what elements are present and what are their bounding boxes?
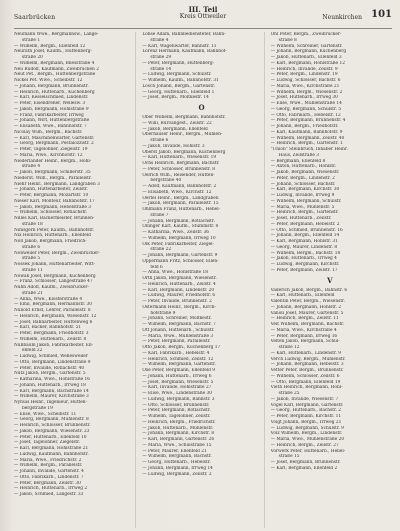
directory-entry: — Ludwig, Bergmann, Schulstr. 9 — [270, 425, 344, 431]
directory-entry: "Union" Steinbruch, Inhaber Heinr. — [270, 147, 348, 152]
directory-entry: Nilles Karl, Bäckermeister, Brunnen- — [14, 216, 95, 221]
directory-entry: — Karl, Hüttenarb., Lindenstr. 9 — [270, 350, 342, 356]
directory-entry: — Karl, Wagenwärter, Bahnstr. 11 — [142, 43, 217, 49]
directory-entry: — Georg, Bergmann, Mühlenstr. 8 — [14, 417, 89, 423]
directory-entry: Oppermann Fritz, Schlosser, Ellen- — [142, 258, 219, 264]
directory-entry: — Heinrich, Bergm., Friedrichstr. — [142, 419, 216, 425]
directory-entry: — Maria, Wwe., Mühlenstr. 5 — [270, 204, 335, 210]
directory-entry: Nutz Jakob, Bergm., Gartenstr. 5 — [14, 371, 86, 377]
header-part-title: III. Teil — [188, 5, 218, 14]
text-columns — [14, 32, 392, 528]
directory-entry: — Maria, Wwe., Kirchhofstr. 12 — [14, 152, 83, 158]
directory-entry: Noll Jakob, Bergmann, Friedrich- — [14, 239, 87, 244]
directory-entry: — Josef, Bergmann, Brunnenstr. — [270, 460, 341, 465]
directory-entry: — Adolf, Kaufmann, Bahnhofstr. 2 — [142, 184, 217, 189]
directory-entry: — Peter, Bergmann, Irrweg 16 — [270, 333, 338, 339]
directory-entry: — Wilhelm, Bergmann, Bachstr. — [142, 454, 212, 460]
directory-entry: — Josef, Tagelöhner, Ziegelstr. — [14, 440, 81, 446]
section-letter: V — [327, 275, 333, 285]
directory-entry: — Karl, Fabrikarb., Hebelstr. 4 — [142, 350, 210, 356]
directory-entry: Oxé Peter, Bergmann, Ellenfeld 9 — [142, 368, 215, 373]
directory-entry: — Johann, Bergmann, Kuchenberg — [270, 49, 347, 55]
directory-entry: Nonweiler Peter, Bergm., Zweibrücker- — [14, 250, 100, 256]
directory-entry: straße 11 — [22, 267, 43, 273]
directory-entry: Nix Heinrich, Hüttenarb., Ellenfeld — [14, 233, 91, 239]
directory-entry: — Peter, Bergmann, Hebelstr. 2 — [270, 221, 340, 227]
directory-entry: — Elise, Wwe., Mühlenstraße 14 — [270, 101, 342, 106]
directory-entry: — Georg, Bergmann, Pestalozzistr. 2 — [14, 141, 94, 147]
directory-entry: Ohl Peter, Bergm., Zweibrücker- — [270, 32, 342, 37]
directory-entry: straße 6 — [22, 244, 41, 250]
directory-entry: straße 18 — [22, 221, 43, 227]
directory-entry: — Otto, Fabrikarb., Hebelstr. 12 — [270, 112, 341, 118]
directory-entry: — Otto, Bergmann, Lindenstraße 9 — [14, 359, 91, 365]
directory-entry: — Heinrich, Invalide, Zeilstr. 9 — [270, 66, 338, 72]
directory-entry: straße 7 — [150, 212, 169, 218]
directory-entry: — Peter, Bergmann, Kirchstr. 11 — [270, 414, 342, 419]
header-left-city: Saarbrücken — [14, 14, 56, 21]
directory-entry: — Katharina, Wwe., Hohlstraße 16 — [14, 377, 90, 382]
directory-entry: straße 5 — [22, 256, 41, 262]
column-1 — [14, 32, 136, 528]
directory-entry: — Josef, Bahnarbeiter, Hüttenweg 6 — [14, 319, 93, 325]
directory-entry: — Peter, Bergm., Lindenstr. 19 — [270, 72, 338, 78]
directory-entry: straße 20 — [22, 55, 43, 60]
directory-entry: Haus, Zeilstraße 3 — [278, 152, 320, 158]
directory-entry: — Peter, Tagelöhner, Ziegelstr. 19 — [14, 147, 88, 152]
directory-entry: — Johann, Bergm., Friedhofstr. — [270, 124, 339, 129]
directory-entry: — Otto, Bergmann, Ellenfeld 19 — [270, 379, 341, 385]
directory-entry: straße 12 — [278, 345, 300, 350]
directory-entry: — Johann, Invalide, Gartenstr. 4 — [14, 469, 84, 474]
directory-entry: Lösch Johann, Bergm., Gartenstr. — [142, 83, 216, 89]
directory-entry: Lorenz Hermann, Kaufmann, Bahnhof- — [142, 49, 227, 55]
directory-entry: — Jakob, Bergmann, Wiesenstr. — [270, 170, 340, 175]
directory-entry: — Elise, Wwe., Lindenstraße 30 — [142, 391, 212, 396]
directory-entry: — Wilhelm, Bergm., Ellenfeld 12 — [14, 43, 86, 49]
directory-entry: — Heinrich, Bergm., Zeilstr. 11 — [270, 316, 339, 322]
directory-entry: Olk Peter, Fabrikarbeiter, Ziegel- — [142, 241, 214, 247]
directory-entry: — Peter, Maurer, Ellenfeld 21 — [142, 448, 207, 454]
directory-entry: — Bergmann, Ellenfeld 8 — [270, 158, 326, 164]
directory-entry: — Georg, Bergmann, Schulstr. 5 — [270, 106, 342, 112]
directory-entry: — Georg, Hüttenarb., Hebelstr. — [142, 460, 211, 465]
directory-entry: — Jakob, Bergmann, Wiesenstr. 23 — [14, 428, 90, 434]
directory-entry: — Peter, Invalide, Brunnenstr. 2 — [142, 299, 212, 304]
directory-entry: — Jakob, Hüttenarb., Ellenfeld 3 — [270, 55, 342, 60]
directory-entry: — Heinrich, Bergm., Zeilstr. 27 — [270, 442, 339, 448]
directory-entry: enfeld 22 — [22, 348, 43, 354]
directory-entry: — Karl, Bergmann, Gartenstr. 26 — [142, 437, 215, 442]
directory-entry: — Ludwig, Schlosser, Bachstr. 6 — [270, 78, 341, 83]
directory-entry: straße 6 — [150, 138, 169, 143]
directory-entry: straße 15 — [278, 454, 300, 460]
directory-entry: — Maria, Wwe., Kirchstraße 21 — [270, 83, 340, 89]
directory-entry: — Peter, Bergmann, Friedhofstr. 3 — [14, 331, 89, 336]
directory-entry: Oertel Heinr., Bergm., Landgraben — [142, 195, 219, 201]
directory-entry: bergstraße 40 — [150, 178, 182, 184]
directory-entry: straße 14 — [150, 66, 172, 72]
directory-entry: Ostermann Heinr., Bergm., Kirch- — [142, 304, 216, 310]
directory-entry: — Heinrich, Bergm., Gartenstr. — [270, 210, 339, 216]
directory-entry: — Otto, Fabrikarb., Lindenstr. 7 — [14, 474, 84, 480]
directory-entry: — Anna, Wwe., Hohlstraße 18 — [142, 270, 208, 276]
directory-entry: — Wilhelm, Schlosser, Zeilstr. 6 — [270, 373, 340, 379]
directory-entry: Nyhuis Heinr., Ingenieur, Hütten- — [14, 400, 88, 405]
directory-entry: — Karl, Bergmann, Hohlstraße 12 — [270, 60, 345, 66]
directory-entry: — Heinrich, Hüttenarb., Zeilstr. 4 — [142, 281, 216, 287]
directory-entry: — Johann, Hüttenarbeiter, Zeilstr. — [14, 187, 88, 193]
directory-entry: — Georg, Hüttenarb., Bachstr. 2 — [270, 408, 342, 414]
directory-entry: straße 4 — [150, 37, 169, 43]
directory-entry: straße 4 — [22, 164, 41, 170]
directory-entry: Vaderich Jakob, Bergm., Bahnstr. 6 — [270, 287, 348, 293]
directory-entry: — Wilhelm, Bergmann, Bliesstraße 4 — [14, 60, 95, 66]
directory-entry: — Jakob, Schmied, Langestr. 33 — [14, 492, 84, 497]
directory-entry: straße 29 — [150, 55, 172, 60]
directory-entry: — Johann, Bergmann, Hebelstr. 3 — [270, 362, 344, 368]
directory-entry: — Peter, Bergmann, Zeilstr. 17 — [270, 267, 338, 273]
directory-entry: — Karl, Bergmann, Lindenstr. 20 — [142, 287, 215, 293]
directory-entry: Neut Pet., Bergm., Hüttenbergstraße — [14, 72, 96, 78]
directory-entry: — Franz, Fabrikarbeiter, Irrweg — [14, 112, 84, 118]
column-2 — [142, 32, 264, 528]
directory-entry: Nicolay Wilh., Bergm., Bachstr. — [14, 129, 83, 135]
directory-entry: — Johann, Bergmann, Hohlstr. 2 — [270, 304, 342, 310]
directory-entry: Veit Wilhelm, Bergmann, Bachstr. — [270, 322, 345, 327]
directory-entry: Volz Wilhelm, Bergm., Lindenstr. — [270, 431, 343, 437]
directory-entry: Ochs Heinrich, Bergmann, Bachstr. — [142, 161, 220, 166]
directory-entry: — Otto, Schlosser, Brunnenstr. — [142, 402, 210, 408]
directory-entry: — Georg, Maurer, Lindenstr. 8 — [270, 244, 338, 250]
directory-entry: — Jakob, Bergmann, Hebelstraße 3 — [14, 204, 92, 210]
header-right-town: Neunkirchen — [322, 14, 362, 21]
column-3 — [271, 32, 392, 528]
directory-entry: Valentin Peter, Bergm., Wiesenstr. — [270, 299, 345, 304]
directory-entry: — Ludwig, Bergmann, Schulstr. — [142, 72, 212, 78]
directory-entry: — Franz, Schlosser, Langestraße 47 — [14, 279, 93, 285]
directory-entry: — Johann, Bergmann, Rotlachstr. — [142, 218, 215, 224]
directory-entry: — Wilhelm, Bergm., Bachstr. 18 — [270, 250, 341, 256]
directory-entry: — Johann, Hüttenarb., Irrweg 6 — [142, 373, 212, 379]
directory-entry: — Johann, Bergmann, Kirchstr. 8 — [142, 431, 215, 437]
directory-entry: — Ludwig, Bergmann, Zeilstr. 2 — [142, 471, 212, 477]
directory-entry: Neu Rudolf, Kaufmann, Zweibrücken 2 — [14, 66, 99, 72]
directory-entry: — Karl, Maschinenwärter, Gartenstr. — [14, 135, 95, 141]
directory-entry: — Otto, Schmied, Brunnenstr. 16 — [270, 227, 343, 233]
directory-entry: Ollinger Karl, Kaufm., Stummstr. 8 — [142, 224, 219, 230]
directory-entry: — Wilhelm, Bergmann, Zeilstr. 40 — [270, 135, 345, 141]
directory-entry: — Wilhelm, Schlosser, Rotlachstr. — [14, 210, 88, 216]
page-number: 101 — [371, 9, 392, 20]
directory-entry: — Karl, Kaufmann, Bahnhofstr. 9 — [270, 129, 343, 135]
directory-entry: — Heinrich, Schlosser, Brunnenstr. — [14, 423, 91, 428]
directory-entry: — Wilhelm, Kaufm., Bahnhofstr. 31 — [142, 78, 219, 83]
directory-entry: — Peter, Bergmann, Zeilstr. 30 — [14, 480, 81, 486]
directory-entry: — Karl, Hüttenarb., Ellenfeld — [270, 293, 335, 299]
directory-entry: straße 1 — [22, 37, 41, 43]
directory-entry: — Heinrich, Bergmann, Wiesenstr. 12 — [14, 313, 97, 319]
directory-entry: — Maria, Wwe., Friedrichstr. 2 — [14, 457, 82, 463]
directory-entry: — Johann, Bergmann, Brunnenstr. — [14, 83, 89, 89]
directory-entry: — Josef, Hüttenarb., Zeilstr. — [270, 216, 332, 221]
directory-entry: Nowak Josef, Bergmann, Kuchenberg — [14, 273, 96, 279]
directory-entry: — Elise, Wwe., Scheibstr. 11 — [14, 411, 77, 417]
directory-entry: — Johann, Schlosser, Bachstr. — [270, 181, 336, 187]
directory-entry: Oberst Jakob, Bergmann, Kuchenberg — [142, 149, 226, 155]
directory-entry: Nieser Karl, Monteur, Bahnhofstr. 17 — [14, 198, 95, 204]
directory-entry: — Karl, Bergmann, Kirchstr. 30 — [270, 187, 340, 193]
directory-entry: feld 6 — [150, 264, 163, 270]
directory-entry: — Wilhelm, Bergm., Wiesenstr. 2 — [270, 89, 343, 95]
directory-entry: — Maria, Wwe., Mühlenstraße 3 — [142, 333, 214, 339]
directory-entry: Lohse Adam, Bahnbediensteter, Bahn- — [142, 32, 226, 37]
directory-entry: — Heinrich, Bergm., Gartenstr. 1 — [270, 141, 343, 147]
directory-entry: — Ludwig, Invalide, Irrweg 9 — [270, 193, 335, 198]
directory-entry: — Johann, Bergm., Ellenfeld 14 — [270, 233, 340, 239]
header-subtitle: Kreis Ottweiler — [179, 13, 227, 20]
directory-entry: Nossek Johann, Hüttenarbeiter, Witt- — [14, 262, 95, 267]
directory-entry: Oberhauser Heinr., Bergm., Mühlen- — [142, 132, 223, 138]
directory-entry: Niederst. Wilh., Bergm., Parallelstr. — [14, 175, 92, 181]
directory-entry: — Johann, Hüttenarb., Irrweg 18 — [14, 382, 86, 388]
directory-entry: — Heinrich, Schmied, Zeilstr. 12 — [142, 356, 214, 362]
directory-entry: — Elisabeth, Wwe., Kirchstr. 12 — [142, 189, 212, 195]
directory-entry: Niederländer Heinr., Bergm., Hohl- — [14, 158, 92, 164]
directory-entry: — Karl, Invalide, Hohlstraße 27 — [142, 385, 212, 391]
directory-entry: — Karl, Bergmann, Ellenfeld 2 — [270, 465, 338, 471]
directory-entry: — Ludwig, Bergmann, Bahnstr. 3 — [142, 396, 215, 402]
directory-entry: Oelrich Wilh., Reisender, Hütten- — [142, 172, 215, 178]
section-letter: O — [198, 103, 205, 112]
directory-entry: — Karl, Hüttenarb., Wiesenstr. 19 — [142, 155, 217, 161]
directory-entry: Nickel Pet. Wwe., Scheibstr. 12 — [14, 78, 83, 83]
directory-entry: Ott Johann, Hüttenarb., Schulstr. — [142, 327, 215, 333]
directory-entry: Neurath Josef, Kaufm., Hüttenberg- — [14, 49, 92, 55]
directory-entry: straße 22 — [150, 247, 172, 253]
directory-entry: — Karl, Bergmann, Bachstraße 14 — [14, 388, 89, 394]
directory-entry: — Wilhelm, Bergm., Parallelstr. — [14, 463, 83, 469]
directory-entry: — Josef, Bergmann, Wiesenstr. 5 — [142, 379, 214, 385]
directory-entry: hofstraße 9 — [150, 310, 176, 316]
directory-entry: — Johann, Schreiner, Moltkestr. — [142, 316, 212, 322]
directory-entry: Neumann Wwe., Bergmannsw., Lange- — [14, 32, 99, 37]
directory-entry: — Jakob, Bergmann, Hohlstraße 9 — [14, 106, 89, 112]
directory-entry: straße 25 — [278, 391, 300, 396]
directory-entry: Niehr Heinr., Bergmann, Landgraben 3 — [14, 181, 100, 187]
directory-entry: — Heinrich, Hüttenarb., Irrweg 2 — [14, 486, 88, 492]
directory-entry: — Anton, Hüttenarb., Hohlstr. — [270, 164, 337, 170]
directory-entry: Orth Jakob, Bergmann, Wiesenstr. — [142, 276, 217, 281]
directory-entry: — Peter, Bergmann, Mozartstr. 10 — [14, 193, 89, 198]
directory-entry: Vorwerk Peter, Hüttenarb., Hebel- — [270, 448, 346, 454]
directory-entry: — Maria, Wwe., Kirchstraße 4 — [270, 327, 337, 333]
directory-entry: — Jakob, Bergmann, Ellenfeld — [142, 126, 208, 132]
directory-entry: — Peter, Bergmann, Brunnenstr. 4 — [270, 118, 346, 124]
directory-entry: — Wilhelm, Bergmann, Bachstr. 7 — [142, 322, 216, 327]
directory-entry: — Karl, Bäcker, Bahnhofstr. 51 — [14, 325, 82, 331]
directory-entry: — Wilhelm, Schreiner, Gartenstr. — [270, 43, 343, 49]
directory-entry: — Heinrich, Hüttenarb., Kuchenberg — [14, 89, 95, 95]
directory-entry: — Jakob, Invalide, Wiesenstr. 7 — [270, 396, 339, 402]
directory-entry: Nimsgern Peter, Kaufm., Bahnhofstr. — [14, 227, 95, 233]
directory-entry: — Peter, Schlosser, Brunnenstr. 8 — [142, 166, 215, 172]
directory-entry: — Karl, Kesselschmied, Lindenstr. — [14, 95, 89, 101]
directory-entry: Nuhn Adolf, Kaufm., Zweibrücker- — [14, 285, 89, 290]
directory-entry: — Georg, Hüttenarb., Ellenfeld 1 — [142, 89, 215, 95]
directory-entry: — Ludwig, Bergmann, Kirchstr. — [270, 262, 340, 267]
directory-entry: Vieth Heinrich, Bergmann, Hohl- — [270, 385, 343, 391]
directory-entry: — Peter, Invalide, Rotlachstr. 40 — [14, 365, 85, 371]
directory-entry: straße 8 — [278, 37, 297, 43]
directory-entry: — Emil, Bergmann, Hermannstr. 30 — [14, 302, 92, 308]
directory-entry: — Peter, Bergmann, Rotlachstr. — [142, 408, 211, 414]
directory-entry: — Maria, Wwe., Mühlenstraße 20 — [270, 437, 345, 442]
directory-entry: Voigt Johann, Bergm., Irrweg 21 — [270, 419, 342, 425]
directory-entry: — Peter, Hüttenarb., Ellenfeld 10 — [14, 434, 87, 440]
directory-entry: — Peter, Bergmann, Parallelstr. — [142, 339, 211, 345]
directory-entry: Vetter Peter, Bergm., Brunnenstr. — [270, 368, 344, 373]
directory-entry: — Ludwig, Maurer, Friedhofstr. 6 — [142, 293, 216, 299]
directory-entry: — Willi, Büroangest., Zeilstr. 22 — [142, 120, 212, 126]
directory-entry: — Johann, Wirt, Hüttenbergstraße — [14, 118, 90, 124]
directory-entry: Verch Ludwig, Bergm., Mühlenstr. — [270, 356, 346, 362]
directory-entry: — Jakob, Hüttenarb., Irrweg 4 — [270, 256, 337, 262]
directory-entry: — Anna, Wwe., Klosterstraße 4 — [14, 296, 83, 302]
directory-entry: — Wilhelm, Bergmann, Gartenstr. — [142, 362, 216, 368]
directory-entry: — Wilhelm, Tagelöhner, Zeilstr. — [142, 414, 211, 419]
directory-entry: — Jakob, Bergmann, Schillerstr. 35 — [14, 170, 91, 175]
directory-entry: — Maria, Wwe., Schulstraße 15 — [142, 442, 212, 448]
directory-entry: — Wilhelm, Bergmann, Irrweg 10 — [142, 235, 216, 241]
directory-entry: Ohlmann Franz, Hüttenarb., Hebel- — [142, 207, 221, 212]
directory-entry: — Karl, Bergmann, Hohlstraße 21 — [14, 446, 89, 451]
directory-entry: — Peter, Eisendreher, Wellesw. 3 — [14, 101, 86, 106]
directory-entry: straße 21 — [22, 290, 43, 296]
directory-entry: Otto Jakob, Bergm., Kuchenberg 17 — [142, 345, 221, 350]
directory-entry: — Wilhelm, Bergmann, Schulstr. — [270, 198, 342, 204]
directory-entry: — Jakob, Invalide, Hohlstr. 3 — [142, 143, 205, 149]
directory-entry: bergstraße 19 — [22, 405, 53, 411]
directory-entry: — Wilhelm, Maurer, Kirchstraße 3 — [14, 394, 89, 400]
directory-entry: — Ludwig, Schmied, Wellesweiler — [14, 354, 88, 359]
directory-entry: Vanoli Josef, Maurer, Gartenstr. 5 — [270, 310, 344, 316]
directory-entry: — Jakob, Bergmann, Parallelstr. 15 — [142, 201, 219, 207]
directory-entry: — Johann, Bergmann, Irrweg 14 — [142, 465, 213, 471]
page-header — [14, 6, 392, 29]
directory-entry: — Josef, Bergm., Moltkestr. 14 — [142, 95, 209, 101]
directory-entry: — Johann, Bergmann, Gartenstr. 9 — [142, 253, 218, 258]
directory-entry: — Peter, Bergm., Lindenstr. 2 — [270, 175, 335, 181]
directory-entry: — Elisabeth, Wwe., Bahnhofstr. 7 — [14, 124, 87, 129]
directory-entry: — Ludwig, Kaufmann, Bahnhofstr. — [14, 451, 89, 457]
directory-entry: — Karl, Bergmann, Hohlstr. 31 — [270, 239, 338, 244]
directory-entry: — Jakob, Hüttenarb., Mühlenstr. — [142, 425, 214, 431]
directory-entry: Velten Jakob, Bergmann, Schul- — [270, 339, 340, 345]
directory-entry: — Josef, Hüttenarb., Irrweg 30 — [270, 95, 338, 101]
directory-entry: Nußbaum Jakob, Fabrikarbeiter, Ell- — [14, 342, 94, 348]
directory-entry: Nunold Ernst, Lehrer, Parallelstr. 8 — [14, 308, 91, 313]
directory-entry: Vogel Karl, Bergmann, Gartenstr. — [270, 402, 344, 408]
directory-entry: — Katharina, Wwe., Zeilstr. 36 — [142, 230, 210, 235]
directory-entry: Ober Wilhelm, Bergmann, Bahnhofstr. — [142, 115, 226, 120]
directory-entry: — Wilhelm, Hüttenarb., Zeilstr. 8 — [14, 336, 87, 342]
directory-entry: — Peter, Bergmann, Hüttenberg- — [142, 60, 215, 66]
